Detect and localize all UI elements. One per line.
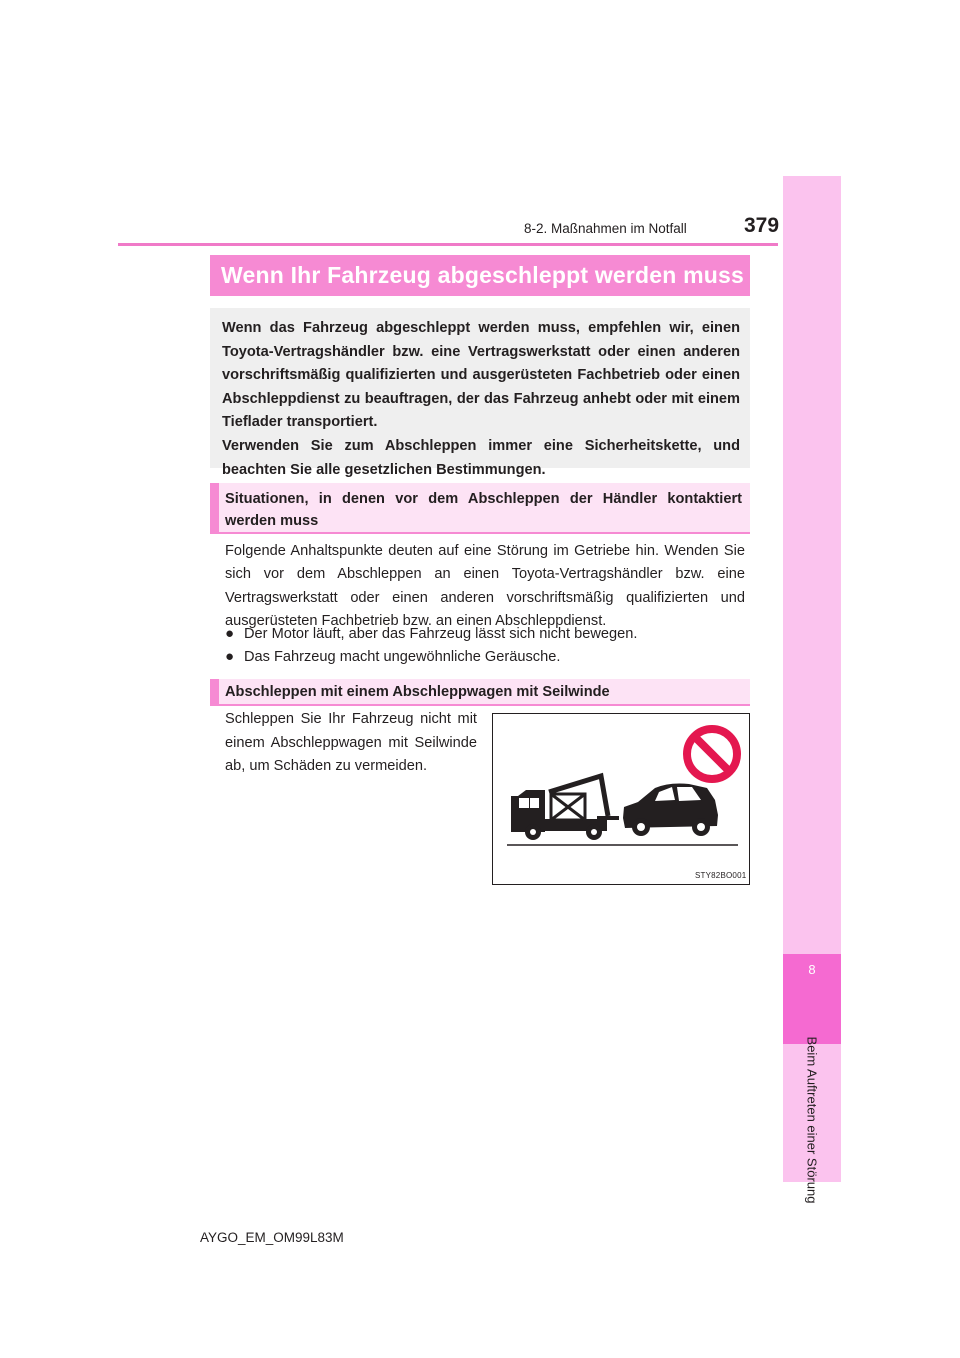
chapter-number: 8: [808, 962, 816, 977]
prohibition-icon: [687, 729, 737, 779]
intro-paragraph-2: Verwenden Sie zum Abschleppen immer eine Sicherheitskette, und beachten Sie alle gesetzlichen Bestimmungen.: [222, 437, 740, 478]
header-divider: [118, 243, 778, 246]
tow-truck-drawing: [493, 714, 749, 884]
tow-truck-icon: [511, 776, 619, 840]
list-item-text: Der Motor läuft, aber das Fahrzeug lässt sich nicht bewegen.: [244, 626, 638, 642]
section-heading-winch-tow: Abschleppen mit einem Abschleppwagen mit Seilwinde: [210, 679, 750, 706]
section-body-winch-tow: Schleppen Sie Ihr Fahrzeug nicht mit einem Abschleppwagen mit Seilwinde ab, um Schäden zu vermeiden.: [225, 711, 477, 775]
list-item: [225, 622, 637, 646]
section-body-dealer-contact: Folgende Anhaltspunkte deuten auf eine Störung im Getriebe hin. Wenden Sie sich vor dem Abschleppen an einen Toyota-Vertragshändler bzw. eine Vertragswerkstatt oder einen anderen vorschriftsmäßig qualifizierten und ausgerüsteten Fachbetrieb bzw. an einen Abschleppdienst.: [225, 543, 745, 630]
chapter-label: Beim Auftreten einer Störung: [804, 1036, 820, 1204]
tow-truck-illustration: [492, 713, 750, 885]
section-heading-dealer-contact: Situationen, in denen vor dem Abschleppen der Händler kontaktiert werden muss: [210, 483, 750, 534]
page-title: Wenn Ihr Fahrzeug abgeschleppt werden muss: [210, 255, 750, 296]
bullet-icon: ●: [225, 625, 235, 642]
intro-paragraph-1: Wenn das Fahrzeug abgeschleppt werden muss, empfehlen wir, einen Toyota-Vertragshändler bzw. eine Vertragswerkstatt oder einen anderen vorschriftsmäßig qualifizierten und ausgerüsteten Fachbetrieb oder einen Abschleppdienst zu beauftragen, der das Fahrzeug anhebt oder mit einem Tieflader transportiert.: [222, 320, 740, 431]
list-item: [225, 645, 560, 669]
section-path: 8-2. Maßnahmen im Notfall: [524, 221, 687, 236]
page-number: 379: [744, 214, 780, 237]
intro-box: [210, 308, 750, 478]
document-code: AYGO_EM_OM99L83M: [200, 1230, 344, 1245]
list-item-text: Das Fahrzeug macht ungewöhnliche Geräusche.: [244, 649, 561, 665]
car-icon: [623, 784, 718, 837]
bullet-icon: ●: [225, 648, 235, 665]
illustration-code: STY82BO001: [695, 871, 747, 880]
